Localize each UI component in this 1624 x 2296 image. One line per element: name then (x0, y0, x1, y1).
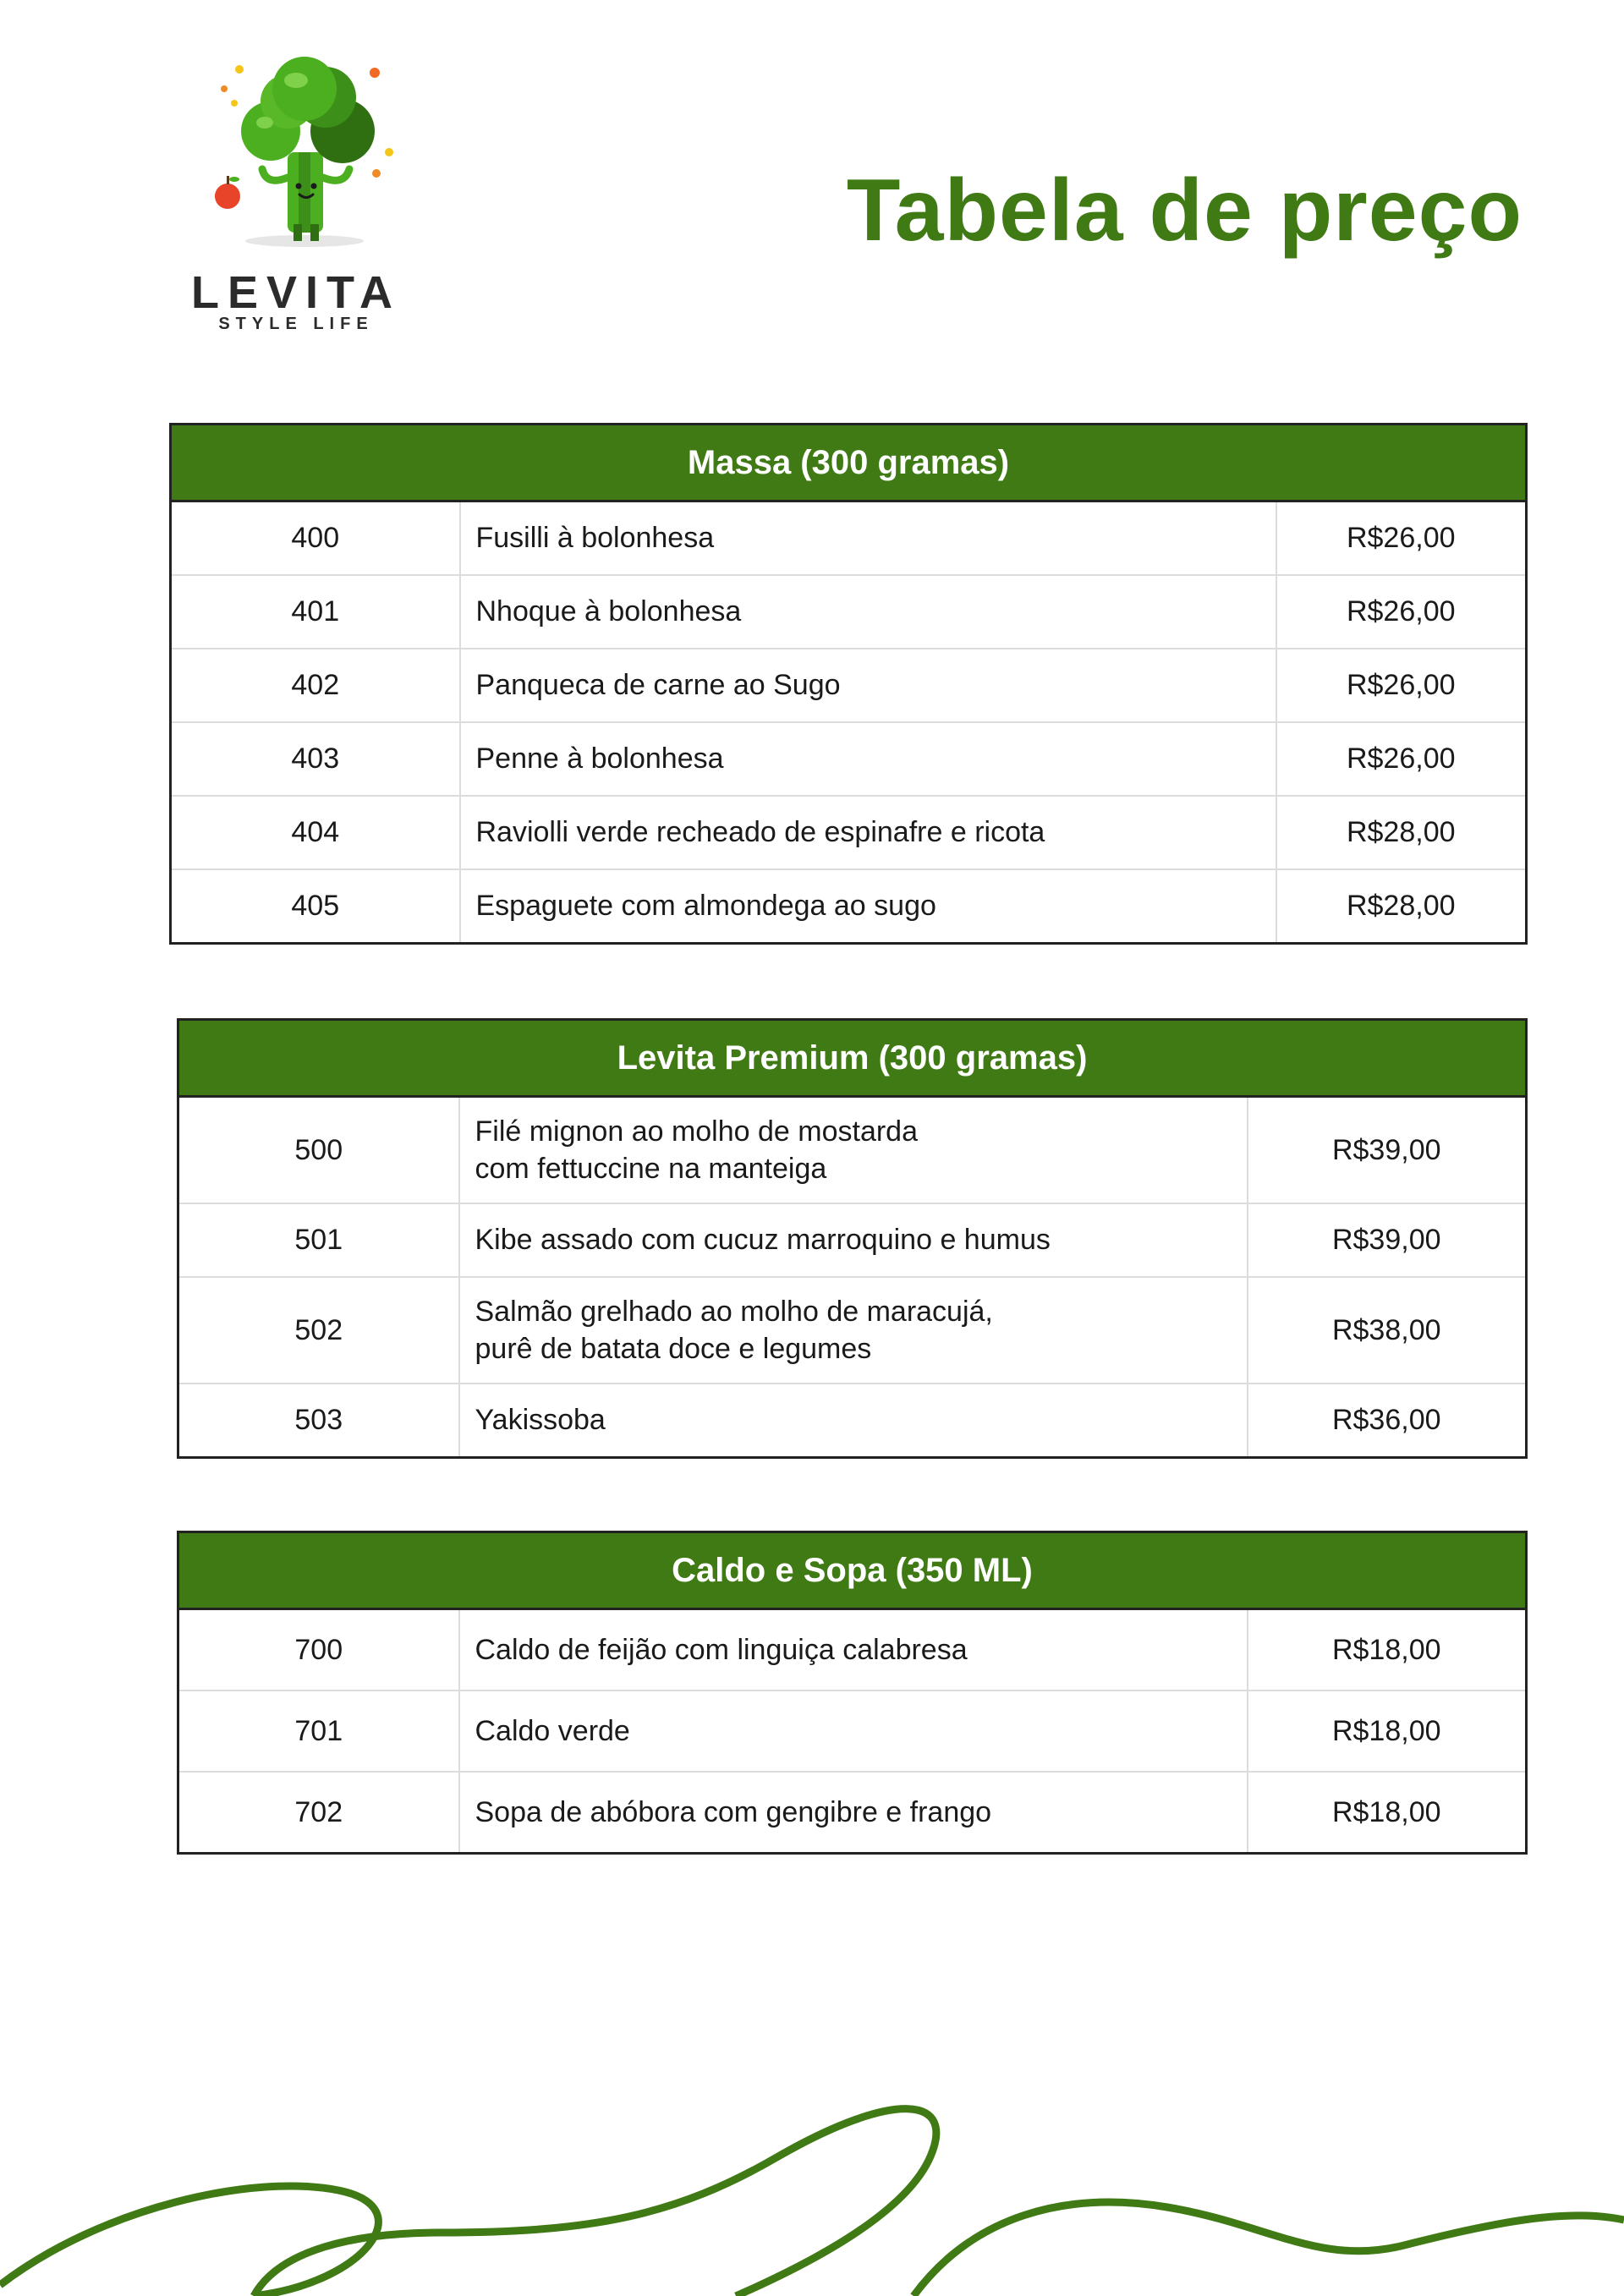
broccoli-mascot-icon (199, 51, 402, 254)
brand-logo (182, 51, 410, 338)
item-price: R$39,00 (1248, 1203, 1527, 1277)
table-row (178, 1690, 1527, 1772)
price-table-caldo-sopa (177, 1531, 1528, 1855)
item-code: 702 (178, 1772, 459, 1854)
table-row (171, 796, 1527, 869)
item-name: Kibe assado com cucuz marroquino e humus (459, 1203, 1248, 1277)
table-row (171, 649, 1527, 722)
item-code: 405 (171, 869, 460, 944)
item-name (459, 1277, 1248, 1384)
decorative-wave-lines (0, 2063, 1624, 2296)
item-name-line: Filé mignon ao molho de mostarda (475, 1115, 918, 1148)
item-name-line: com fettuccine na manteiga (475, 1153, 827, 1185)
item-name-line: Salmão grelhado ao molho de maracujá, (475, 1296, 993, 1328)
section-heading: Massa (300 gramas) (171, 425, 1527, 501)
item-price: R$26,00 (1276, 649, 1527, 722)
table-row (178, 1384, 1527, 1458)
table-row (171, 722, 1527, 796)
section-heading: Caldo e Sopa (350 ML) (178, 1532, 1527, 1609)
item-name: Yakissoba (459, 1384, 1248, 1458)
item-code: 404 (171, 796, 460, 869)
table-row (178, 1277, 1527, 1384)
item-name: Penne à bolonhesa (460, 722, 1276, 796)
table-row (171, 501, 1527, 576)
item-code: 400 (171, 501, 460, 576)
table-row (178, 1203, 1527, 1277)
item-name: Panqueca de carne ao Sugo (460, 649, 1276, 722)
item-code: 402 (171, 649, 460, 722)
item-code: 502 (178, 1277, 459, 1384)
item-name: Sopa de abóbora com gengibre e frango (459, 1772, 1248, 1854)
item-price: R$18,00 (1248, 1690, 1527, 1772)
table-row (178, 1609, 1527, 1691)
item-price: R$36,00 (1248, 1384, 1527, 1458)
item-price: R$18,00 (1248, 1609, 1527, 1691)
item-code: 501 (178, 1203, 459, 1277)
item-name: Caldo de feijão com linguiça calabresa (459, 1609, 1248, 1691)
item-name: Fusilli à bolonhesa (460, 501, 1276, 576)
item-name: Nhoque à bolonhesa (460, 575, 1276, 649)
item-code: 401 (171, 575, 460, 649)
item-name (459, 1097, 1248, 1204)
item-price: R$39,00 (1248, 1097, 1527, 1204)
table-row (178, 1097, 1527, 1204)
table-row (171, 869, 1527, 944)
item-price: R$28,00 (1276, 796, 1527, 869)
price-table-premium (177, 1018, 1528, 1459)
table-row (178, 1772, 1527, 1854)
item-price: R$26,00 (1276, 575, 1527, 649)
item-price: R$18,00 (1248, 1772, 1527, 1854)
item-code: 700 (178, 1609, 459, 1691)
item-code: 503 (178, 1384, 459, 1458)
item-code: 403 (171, 722, 460, 796)
section-heading: Levita Premium (300 gramas) (178, 1020, 1527, 1097)
page-title: Tabela de preço (846, 162, 1522, 260)
brand-tagline: STYLE LIFE (218, 315, 374, 333)
item-name-line: purê de batata doce e legumes (475, 1333, 872, 1365)
price-table-massa (169, 423, 1528, 945)
table-row (171, 575, 1527, 649)
item-price: R$28,00 (1276, 869, 1527, 944)
item-name: Caldo verde (459, 1690, 1248, 1772)
item-code: 701 (178, 1690, 459, 1772)
item-name: Raviolli verde recheado de espinafre e ricota (460, 796, 1276, 869)
item-code: 500 (178, 1097, 459, 1204)
item-price: R$38,00 (1248, 1277, 1527, 1384)
item-price: R$26,00 (1276, 501, 1527, 576)
item-name: Espaguete com almondega ao sugo (460, 869, 1276, 944)
brand-name: LEVITA (191, 267, 401, 318)
item-price: R$26,00 (1276, 722, 1527, 796)
